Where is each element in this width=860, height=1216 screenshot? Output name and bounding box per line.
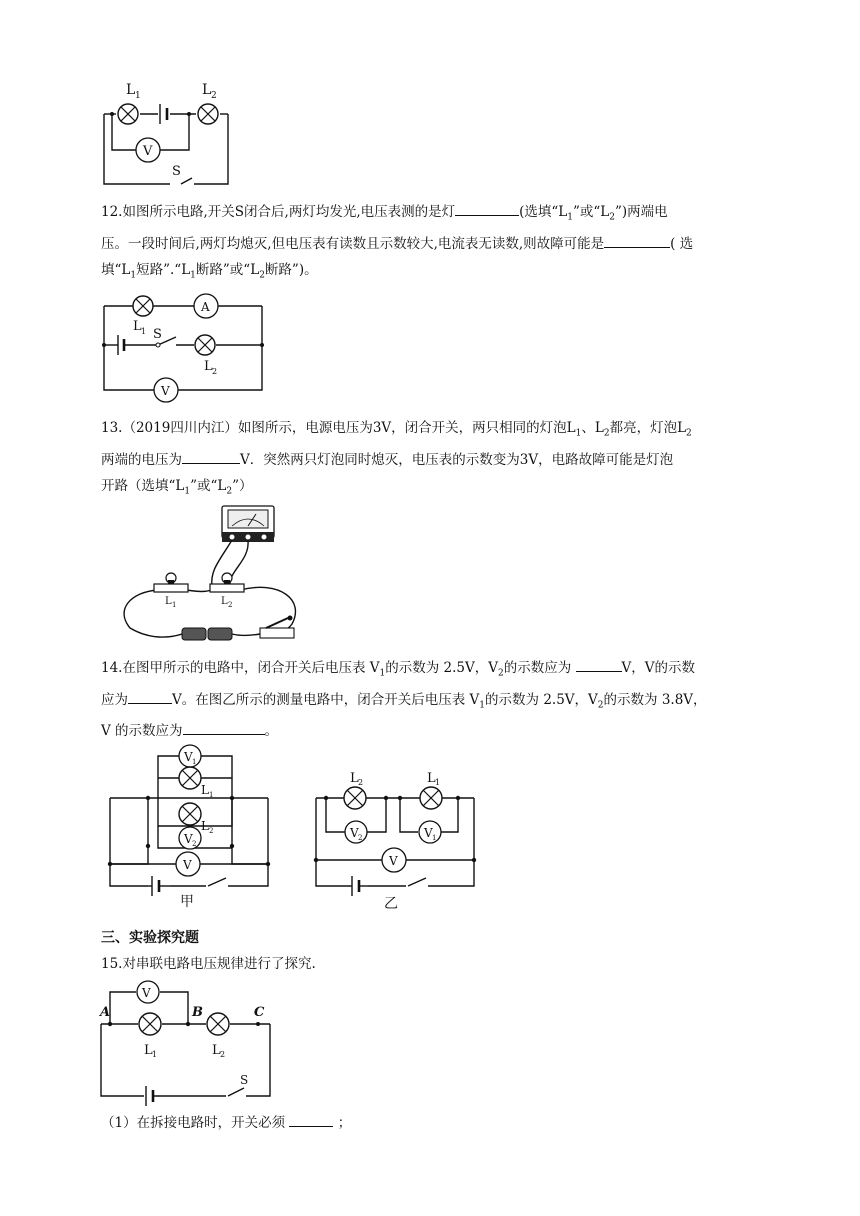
lamp-l1-icon bbox=[179, 767, 201, 789]
lamp-l2-icon bbox=[344, 787, 366, 809]
q14-text-3: 的示数应为 bbox=[503, 660, 572, 676]
q14-text-4: V，V的示数 bbox=[621, 660, 696, 676]
q13-sub: 1 bbox=[184, 486, 191, 497]
lamp-l2-icon bbox=[179, 803, 201, 825]
q14-text-8: 的示数为 3.8V， bbox=[603, 691, 707, 708]
lamp-l1-sub: 1 bbox=[172, 601, 177, 609]
q13-text-2: 、L bbox=[581, 420, 604, 436]
q12-text-9: 断路”或“L bbox=[195, 261, 260, 278]
q14-sub: 2 bbox=[597, 700, 604, 711]
q12-text-5: 压。一段时间后,两灯均熄灭,但电压表有读数且示数较大,电流表无读数,则故障可能是 bbox=[101, 235, 605, 252]
lamp-l2-sub: 2 bbox=[209, 827, 214, 835]
q12-text-4: ”)两端电 bbox=[615, 204, 668, 220]
q12-number: 12. bbox=[101, 204, 123, 220]
q13-text-5: V．突然两只灯泡同时熄灭，电压表的示数变为3V，电路故障可能是灯泡 bbox=[240, 451, 674, 468]
section-3-title: 三、实验探究题 bbox=[101, 930, 199, 946]
q11-circuit-diagram bbox=[96, 78, 236, 190]
v2-label: V bbox=[350, 826, 359, 840]
lamp-l2-label: L bbox=[202, 82, 212, 98]
lamp-l1-icon bbox=[118, 104, 138, 124]
lamp-l1-sub: 1 bbox=[152, 1050, 158, 1059]
q13-text-4: 两端的电压为 bbox=[101, 451, 182, 468]
q14-circuit-yi bbox=[310, 768, 482, 910]
q14-text-5: 应为 bbox=[101, 691, 128, 708]
q12-sub: 1 bbox=[190, 270, 196, 281]
q14-text-2: 的示数为 2.5V，V bbox=[385, 660, 499, 676]
lamp-l2-sub: 2 bbox=[220, 1050, 226, 1059]
lamp-l2-label: L bbox=[212, 1043, 221, 1058]
q14-blank-1[interactable] bbox=[576, 657, 622, 672]
battery-icon bbox=[182, 628, 232, 640]
point-a-label: A bbox=[100, 1005, 111, 1020]
v1-sub: 1 bbox=[192, 758, 197, 766]
voltmeter-label: V bbox=[142, 986, 151, 1000]
lamp-l1-sub: 1 bbox=[209, 791, 214, 799]
q12-text-7: 填“L bbox=[101, 261, 131, 278]
v-label: V bbox=[183, 858, 192, 872]
voltmeter-label: V bbox=[143, 144, 153, 159]
v-label: V bbox=[389, 854, 398, 868]
q14-circuit-jia bbox=[104, 742, 274, 910]
q12-sub: 1 bbox=[567, 212, 573, 223]
q14-text-9: V 的示数应为 bbox=[101, 723, 183, 740]
q13-text-7: ”或“L bbox=[190, 477, 227, 494]
switch-label: S bbox=[172, 164, 181, 179]
q13-sub: 2 bbox=[686, 428, 692, 439]
lamp-l1-label: L bbox=[144, 1043, 153, 1058]
q12-blank-1[interactable] bbox=[455, 201, 519, 216]
lamp-l2-label: L bbox=[204, 359, 213, 374]
lamp-l1-holder bbox=[154, 573, 188, 592]
lamp-l1-sub: 1 bbox=[135, 91, 141, 101]
q12-text-2: (选填“L bbox=[519, 204, 568, 220]
q12-blank-2[interactable] bbox=[604, 233, 670, 248]
switch-label: S bbox=[153, 327, 162, 342]
q12-text-3: ”或“L bbox=[572, 204, 610, 220]
q15-1-text-2: ； bbox=[337, 1115, 352, 1131]
question-12 bbox=[101, 199, 791, 288]
q12-sub: 2 bbox=[609, 212, 615, 223]
lamp-l1-icon bbox=[133, 296, 153, 316]
v2-sub: 2 bbox=[358, 834, 363, 842]
q12-sub: 1 bbox=[130, 270, 137, 281]
q14-sub: 1 bbox=[479, 700, 486, 711]
q15-1-blank[interactable] bbox=[289, 1112, 333, 1127]
lamp-l2-sub: 2 bbox=[228, 601, 233, 609]
q12-text-1: 如图所示电路,开关S闭合后,两灯均发光,电压表测的是灯 bbox=[122, 204, 456, 220]
q12-circuit-diagram bbox=[96, 290, 266, 400]
q13-sub: 2 bbox=[603, 428, 610, 439]
q14-text-10: 。 bbox=[264, 723, 279, 740]
ammeter-label: A bbox=[201, 300, 210, 314]
lamp-l1-label: L bbox=[427, 771, 436, 786]
lamp-l1-label: L bbox=[201, 783, 209, 797]
v2-sub: 2 bbox=[192, 840, 197, 848]
lamp-l2-sub: 2 bbox=[211, 91, 217, 101]
lamp-l1-label: L bbox=[165, 596, 172, 607]
q14-text-6: V。在图乙所示的测量电路中，闭合开关后电压表 V bbox=[172, 691, 480, 708]
lamp-l1-icon bbox=[139, 1013, 161, 1035]
lamp-l1-sub: 1 bbox=[141, 327, 147, 336]
v1-label: V bbox=[424, 826, 433, 840]
q12-text-8: 短路”.“L bbox=[136, 261, 191, 278]
lamp-l2-icon bbox=[207, 1013, 229, 1035]
q12-sub: 2 bbox=[259, 270, 265, 281]
v1-sub: 1 bbox=[432, 834, 437, 842]
q13-sub: 2 bbox=[226, 486, 233, 497]
q14-text-7: 的示数为 2.5V，V bbox=[485, 691, 598, 708]
figure-label-yi: 乙 bbox=[384, 896, 398, 912]
lamp-l2-label: L bbox=[221, 596, 228, 607]
q13-text-8: ”） bbox=[232, 477, 253, 494]
point-c-label: C bbox=[254, 1005, 265, 1020]
lamp-l1-sub: 1 bbox=[435, 778, 441, 787]
q12-text-6: ( 选 bbox=[670, 235, 694, 252]
question-14 bbox=[101, 655, 791, 744]
q13-physical-circuit bbox=[110, 500, 310, 650]
question-13 bbox=[101, 415, 791, 504]
q13-text-3: 都亮，灯泡L bbox=[609, 420, 687, 436]
lamp-l1-label: L bbox=[133, 319, 142, 334]
q15-1-text-1: （1）在拆接电路时，开关必须 bbox=[101, 1115, 286, 1131]
lamp-l2-sub: 2 bbox=[358, 778, 364, 787]
q14-sub: 2 bbox=[498, 668, 504, 679]
q12-text-10: 断路”)。 bbox=[264, 261, 318, 278]
q15-circuit-diagram bbox=[96, 980, 276, 1102]
q15-text: 15.对串联电路电压规律进行了探究. bbox=[101, 956, 316, 972]
lamp-l2-icon bbox=[198, 104, 218, 124]
lamp-l2-label: L bbox=[201, 819, 209, 833]
lamp-l2-sub: 2 bbox=[212, 367, 218, 376]
v2-label: V bbox=[184, 832, 193, 846]
voltmeter-label: V bbox=[161, 384, 170, 398]
q13-blank-1[interactable] bbox=[182, 449, 240, 464]
point-b-label: B bbox=[192, 1005, 203, 1020]
q13-sub: 1 bbox=[575, 428, 582, 439]
lamp-l2-icon bbox=[195, 335, 215, 355]
lamp-l1-icon bbox=[420, 787, 442, 809]
figure-label-jia: 甲 bbox=[180, 894, 194, 910]
q14-text-1: 14.在图甲所示的电路中，闭合开关后电压表 V bbox=[101, 660, 380, 676]
q13-text-1: 13.（2019四川内江）如图所示，电源电压为3V，闭合开关，两只相同的灯泡L bbox=[101, 420, 576, 436]
v1-label: V bbox=[184, 750, 193, 764]
q14-blank-3[interactable] bbox=[183, 720, 265, 735]
q14-sub: 1 bbox=[379, 668, 386, 679]
lamp-l2-holder bbox=[210, 573, 244, 592]
lamp-l1-label: L bbox=[126, 82, 136, 98]
q13-text-6: 开路（选填“L bbox=[101, 477, 185, 494]
question-15 bbox=[101, 951, 791, 977]
switch-label: S bbox=[240, 1073, 249, 1087]
question-15-1 bbox=[101, 1110, 791, 1136]
lamp-l2-label: L bbox=[350, 771, 359, 786]
q14-blank-2[interactable] bbox=[128, 689, 172, 704]
